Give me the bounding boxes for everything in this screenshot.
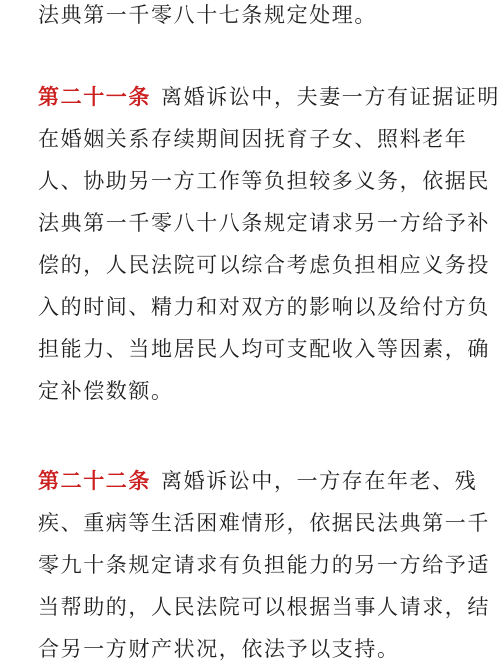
article-22-line-4: 当帮助的，人民法院可以根据当事人请求，结 [38,595,490,619]
article-21-line-7: 担能力、当地居民人均可支配收入等因素，确 [38,337,490,361]
article-number-22: 第二十二条 [38,469,151,493]
article-21-line-3: 人、协助另一方工作等负担较多义务，依据民 [38,169,490,193]
article-21-text: 离婚诉讼中，夫妻一方有证据证明 [161,85,500,109]
article-21-line-4: 法典第一千零八十八条规定请求另一方给予补 [38,211,490,235]
article-22-line-2: 疾、重病等生活困难情形，依据民法典第一千 [38,511,490,535]
article-22-line-1 [38,462,478,500]
article-21-line-1 [38,78,500,116]
article-22-line-5: 合另一方财产状况，依法予以支持。 [38,637,400,661]
paragraph-line-top: 法典第一千零八十七条规定处理。 [38,3,377,27]
article-21-line-5: 偿的，人民法院可以综合考虑负担相应义务投 [38,253,490,277]
article-22-text: 离婚诉讼中，一方存在年老、残 [161,469,478,493]
article-21-line-2: 在婚姻关系存续期间因抚育子女、照料老年 [38,127,468,151]
article-number-21: 第二十一条 [38,85,151,109]
article-22-line-3: 零九十条规定请求有负担能力的另一方给予适 [38,553,490,577]
article-21-line-6: 入的时间、精力和对双方的影响以及给付方负 [38,295,490,319]
article-21-line-8: 定补偿数额。 [38,379,174,403]
